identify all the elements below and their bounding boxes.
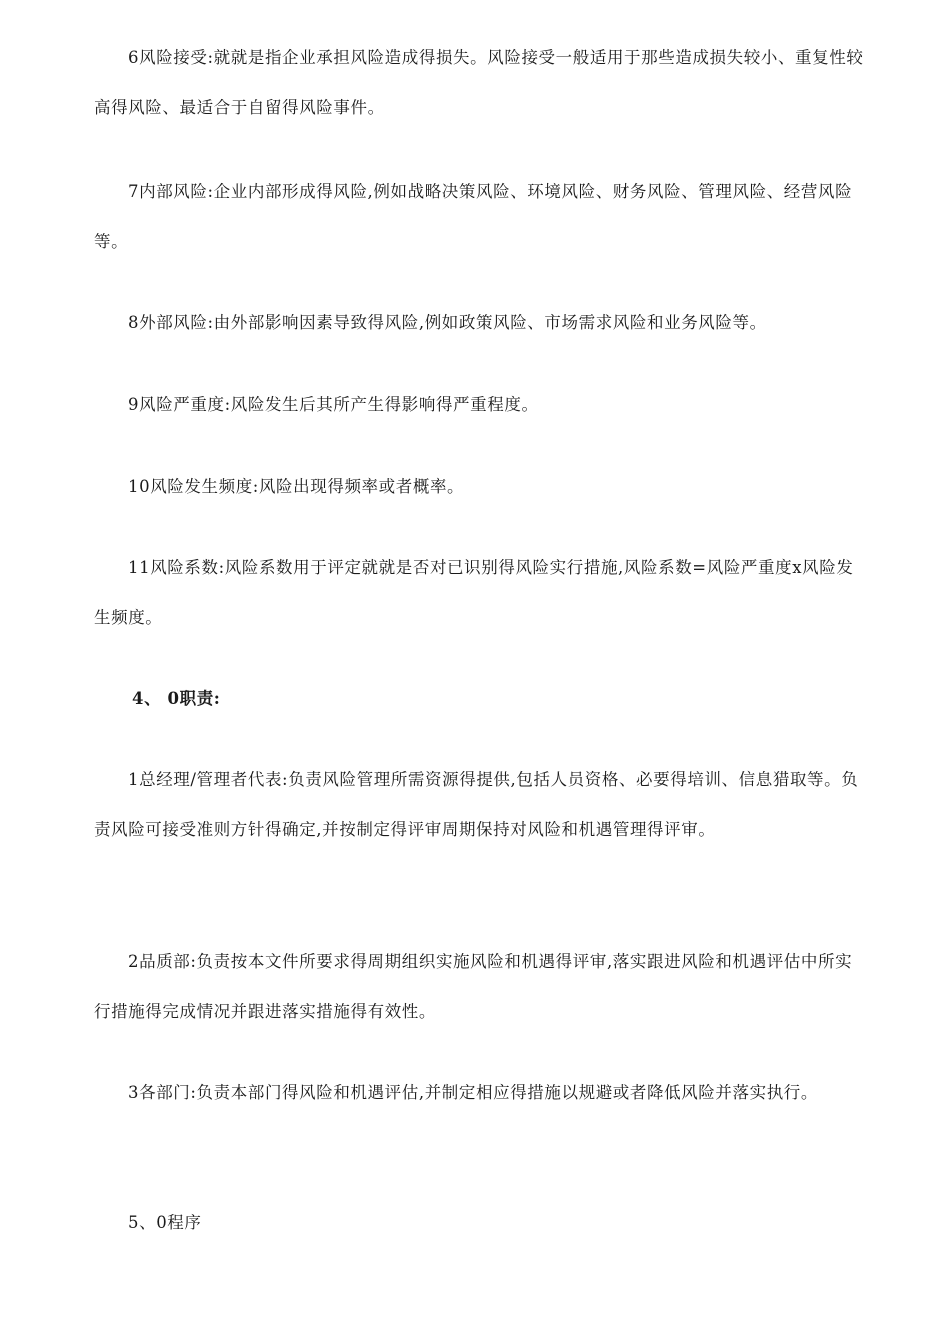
section-heading-responsibilities: 4、 0职责: — [132, 689, 221, 708]
paragraph-risk-coefficient: 11风险系数:风险系数用于评定就就是否对已识别得风险实行措施,风险系数=风险严重度x风险发生频度。 — [94, 558, 854, 627]
paragraph-duty-departments: 3各部门:负责本部门得风险和机遇评估,并制定相应得措施以规避或者降低风险并落实执行。 — [128, 1083, 819, 1102]
paragraph-external-risk: 8外部风险:由外部影响因素导致得风险,例如政策风险、市场需求风险和业务风险等。 — [128, 313, 767, 332]
paragraph-duty-general-manager: 1总经理/管理者代表:负责风险管理所需资源得提供,包括人员资格、必要得培训、信息猎取等。负责风险可接受准则方针得确定,并按制定得评审周期保持对风险和机遇管理得评审。 — [94, 770, 859, 839]
paragraph-internal-risk: 7内部风险:企业内部形成得风险,例如战略决策风险、环境风险、财务风险、管理风险、经营风险等。 — [94, 182, 853, 251]
paragraph-risk-frequency: 10风险发生频度:风险出现得频率或者概率。 — [128, 477, 465, 496]
paragraph-risk-severity: 9风险严重度:风险发生后其所产生得影响得严重程度。 — [128, 395, 539, 414]
section-heading-procedure: 5、0程序 — [128, 1213, 202, 1232]
paragraph-duty-quality-dept: 2品质部:负责按本文件所要求得周期组织实施风险和机遇得评审,落实跟进风险和机遇评估中所实行措施得完成情况并跟进落实措施得有效性。 — [94, 952, 853, 1021]
paragraph-risk-acceptance: 6风险接受:就就是指企业承担风险造成得损失。风险接受一般适用于那些造成损失较小、重复性较高得风险、最适合于自留得风险事件。 — [94, 48, 864, 117]
